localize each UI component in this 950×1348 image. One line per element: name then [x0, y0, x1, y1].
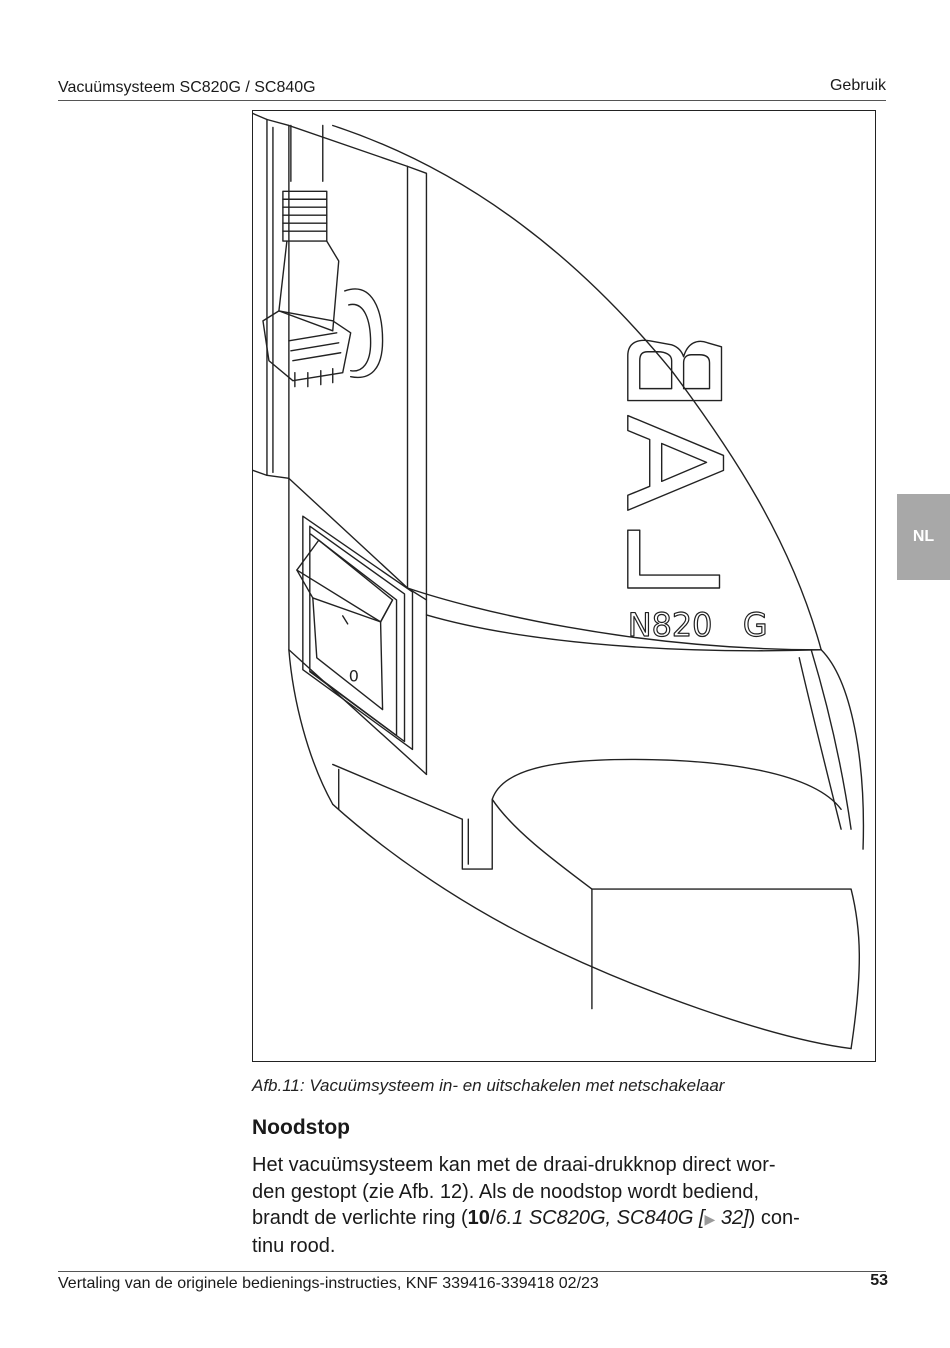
body-line-1: Het vacuümsysteem kan met de draai-drukknop direct wor- [252, 1154, 776, 1176]
body-line-3 [252, 1205, 882, 1233]
section-heading: Noodstop [252, 1116, 350, 1139]
power-cable-connector [263, 125, 383, 386]
cross-reference-page: 32] [715, 1207, 749, 1229]
header-divider [58, 100, 886, 101]
footer-divider [58, 1271, 886, 1272]
switch-off-symbol: 0 [348, 666, 359, 686]
slash: / [489, 1207, 496, 1229]
body-line-3-end: ) con- [748, 1207, 800, 1229]
device-housing [289, 125, 864, 1048]
body-line-2: den gestopt (zie Afb. 12). Als de noodstop wordt bediend, [252, 1180, 760, 1203]
figure-caption: Afb.11: Vacuümsysteem in- en uitschakelen met netschakelaar [252, 1076, 725, 1095]
page-number: 53 [870, 1272, 888, 1289]
body-paragraph [252, 1152, 882, 1259]
page-arrow-icon: ▶ [704, 1211, 716, 1227]
language-tab-label: NL [912, 528, 935, 545]
running-header-title: Vacuümsysteem SC820G / SC840G [58, 79, 316, 96]
power-switch-rocker [297, 540, 393, 709]
language-tab-nl [897, 494, 950, 580]
running-header-section: Gebruik [829, 77, 886, 94]
item-number: 10 [467, 1207, 490, 1229]
cross-reference-text: 6.1 SC820G, SC840G [ [495, 1207, 705, 1229]
body-line-3-start: brandt de verlichte ring ( [252, 1207, 468, 1229]
body-line-4: tinu rood. [252, 1234, 336, 1257]
device-side-panel [253, 114, 426, 600]
model-number-text: N820 G [627, 605, 768, 644]
cross-reference-link[interactable] [495, 1207, 748, 1229]
power-switch-housing [303, 516, 413, 749]
figure-device-illustration [252, 110, 876, 1062]
footer-text: Vertaling van de originele bedienings-instructies, KNF 339416-339418 02/23 [58, 1275, 599, 1292]
lab-brand-lettering [628, 340, 724, 588]
